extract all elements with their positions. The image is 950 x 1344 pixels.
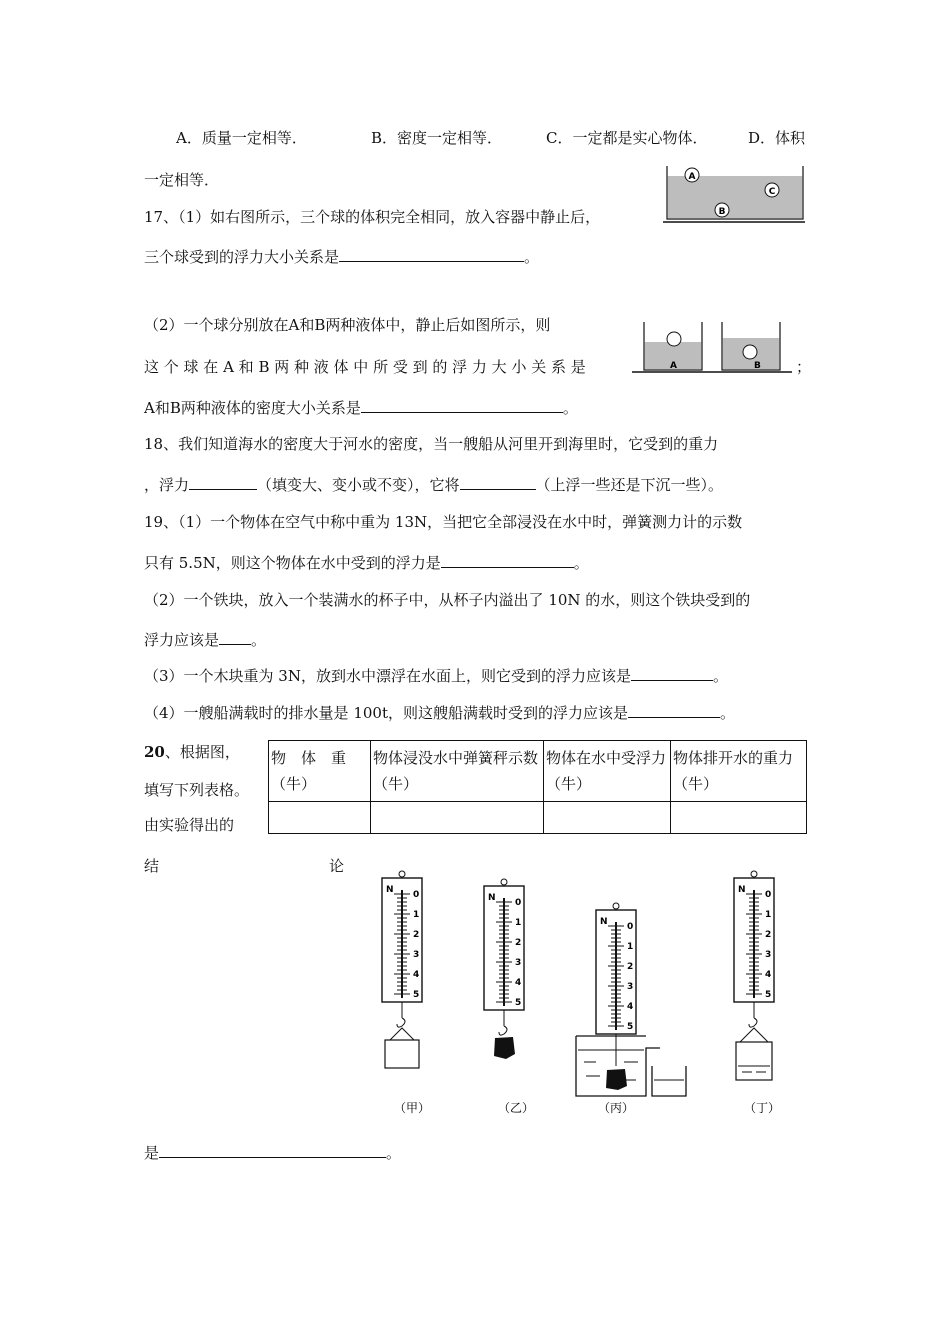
q18-prompt-end: （上浮一些还是下沉一些）。 — [535, 476, 724, 494]
scale-letter: N — [386, 885, 394, 895]
svg-text:C: C — [768, 187, 776, 197]
q19-part3-end: 。 — [712, 667, 728, 685]
svg-text:N: N — [488, 893, 496, 903]
q19-part2-text: （2）一个铁块，放入一个装满水的杯子中，从杯子内溢出了 10N 的水，则这个铁块受到的 — [144, 591, 751, 609]
q16-option-a: A．质量一定相等． — [176, 129, 307, 147]
q20-intro-text1: 、根据图， — [164, 743, 240, 761]
catch-cup — [652, 1066, 686, 1096]
q17-part2-semicolon: ； — [796, 358, 812, 376]
two-beakers-figure — [632, 318, 792, 376]
q19-part3-prompt: （3）一个木块重为 3N，放到水中漂浮在水面上，则它受到的浮力应该是 — [144, 667, 631, 685]
ball-c — [765, 183, 779, 197]
q19-part4-blank[interactable] — [628, 703, 720, 718]
scale-number: 2 — [627, 962, 634, 972]
scale-number: 1 — [515, 918, 522, 928]
scale-number: 4 — [627, 1002, 634, 1012]
q19-part1-prompt: 只有 5.5N，则这个物体在水中受到的浮力是 — [144, 554, 441, 572]
spring-scale-experiment-figure — [360, 870, 800, 1120]
scale-number: 2 — [413, 930, 420, 940]
scale-number: 3 — [765, 950, 772, 960]
q16-option-c: C．一定都是实心物体． — [546, 129, 708, 147]
scale-number: 2 — [765, 930, 772, 940]
q16-option-d-cont: 一定相等． — [144, 171, 220, 189]
q20-conclusion-word2: 论 — [329, 857, 345, 875]
q16-option-d: D．体积 — [748, 129, 806, 147]
scale-number: 4 — [515, 978, 522, 988]
scale-number: 3 — [627, 982, 634, 992]
spring-scale-ding — [734, 871, 774, 1080]
q19-part2-end: 。 — [251, 631, 267, 649]
svg-text:N: N — [738, 885, 746, 895]
q19-part3-answer-line — [144, 666, 728, 686]
q19-part2-blank[interactable] — [219, 630, 251, 645]
caption-jia: （甲） — [394, 1101, 431, 1115]
q18-answer-line — [144, 475, 723, 495]
three-balls-container-figure — [663, 162, 805, 226]
q20-conclusion-prompt: 是 — [144, 1144, 160, 1162]
scale-number: 3 — [413, 950, 420, 960]
q18-buoyancy-blank[interactable] — [189, 475, 257, 490]
svg-text:N: N — [600, 917, 608, 927]
q18-prompt-float: （填变大、变小或不变），它将 — [257, 476, 460, 494]
q17-part2-answer-line — [144, 398, 578, 418]
ball-b — [715, 203, 729, 217]
beaker-b-label: B — [754, 361, 761, 371]
caption-bing: （丙） — [598, 1101, 635, 1115]
scale-number: 1 — [413, 910, 420, 920]
q18-prompt-buoyancy: ，浮力 — [144, 476, 190, 494]
answer-cell-object-weight[interactable] — [269, 802, 371, 834]
q20-data-table — [268, 740, 807, 834]
answer-cell-displaced-weight[interactable] — [671, 802, 807, 834]
scale-number: 5 — [765, 990, 772, 1000]
q18-float-blank[interactable] — [460, 475, 536, 490]
q16-option-b: B．密度一定相等． — [371, 129, 503, 147]
q19-part3-blank[interactable] — [631, 666, 713, 681]
q17-part2-density-prompt: A和B两种液体的密度大小关系是 — [144, 399, 361, 417]
q20-conclusion-answer-line — [144, 1143, 401, 1163]
header-buoyant-force: 物体在水中受浮力（牛） — [544, 741, 671, 802]
ball-a — [685, 168, 699, 182]
q17-part1-answer-line — [144, 247, 539, 267]
q17-part2-text: （2）一个球分别放在A和B两种液体中，静止后如图所示，则 — [144, 316, 551, 334]
q17-part1-prompt: 三个球受到的浮力大小关系是 — [144, 248, 340, 266]
table-header-row — [269, 741, 807, 802]
answer-cell-buoyant-force[interactable] — [544, 802, 671, 834]
scale-number: 3 — [515, 958, 522, 968]
q19-part2-prompt: 浮力应该是 — [144, 631, 220, 649]
q17-part1-text: 17、（1）如右图所示，三个球的体积完全相同，放入容器中静止后， — [144, 208, 601, 226]
scale-number: 4 — [413, 970, 420, 980]
header-displaced-water-weight: 物体排开水的重力（牛） — [671, 741, 807, 802]
q19-part4-end: 。 — [719, 704, 735, 722]
q17-part2-density-blank[interactable] — [361, 398, 563, 413]
scale-number: 0 — [627, 922, 634, 932]
scale-number: 4 — [765, 970, 772, 980]
svg-text:B: B — [718, 207, 726, 217]
q19-part4-answer-line — [144, 703, 735, 723]
scale-number: 1 — [627, 942, 634, 952]
caption-ding: （丁） — [744, 1101, 781, 1115]
q20-number: 20 — [144, 743, 165, 761]
scale-number: 0 — [515, 898, 522, 908]
header-scale-reading-in-water: 物体浸没水中弹簧秤示数（牛） — [371, 741, 544, 802]
q19-part4-prompt: （4）一艘船满载时的排水量是 100t，则这艘船满载时受到的浮力应该是 — [144, 704, 628, 722]
svg-text:A: A — [688, 172, 696, 182]
q19-part1-blank[interactable] — [441, 553, 574, 568]
q20-conclusion-word1: 结 — [144, 857, 160, 875]
caption-yi: （乙） — [498, 1101, 535, 1115]
scale-number: 1 — [765, 910, 772, 920]
scale-number: 0 — [413, 890, 420, 900]
q19-part1-text: 19、（1）一个物体在空气中称中重为 13N，当把它全部浸没在水中时，弹簧测力计的示数 — [144, 513, 743, 531]
q17-part2-end: 。 — [562, 399, 578, 417]
q17-part1-end: 。 — [524, 248, 540, 266]
scale-number: 5 — [413, 990, 420, 1000]
answer-cell-scale-reading[interactable] — [371, 802, 544, 834]
scale-number: 5 — [627, 1022, 634, 1032]
q20-conclusion-blank[interactable] — [159, 1143, 386, 1158]
q17-part2-text-line2: 这 个 球 在 A 和 B 两 种 液 体 中 所 受 到 的 浮 力 大 小 关 系 是 — [144, 358, 586, 376]
q18-text: 18、我们知道海水的密度大于河水的密度，当一艘船从河里开到海里时，它受到的重力 — [144, 435, 719, 453]
q19-part1-end: 。 — [573, 554, 589, 572]
q20-conclusion-end: 。 — [386, 1144, 402, 1162]
header-object-weight: 物 体 重（牛） — [269, 741, 371, 802]
q19-part2-answer-line — [144, 630, 266, 650]
scale-number: 0 — [765, 890, 772, 900]
scale-number: 2 — [515, 938, 522, 948]
q17-part1-blank[interactable] — [339, 247, 524, 262]
beaker-a-label: A — [670, 361, 677, 371]
q20-intro-line1 — [144, 742, 240, 762]
spring-scale-jia — [382, 871, 422, 1068]
q20-intro-line2: 填写下列表格。 — [144, 781, 250, 799]
scale-number: 5 — [515, 998, 522, 1008]
q19-part1-answer-line — [144, 553, 589, 573]
spring-scale-yi — [484, 879, 524, 1059]
q20-intro-line3: 由实验得出的 — [144, 816, 235, 834]
table-answer-row — [269, 802, 807, 834]
